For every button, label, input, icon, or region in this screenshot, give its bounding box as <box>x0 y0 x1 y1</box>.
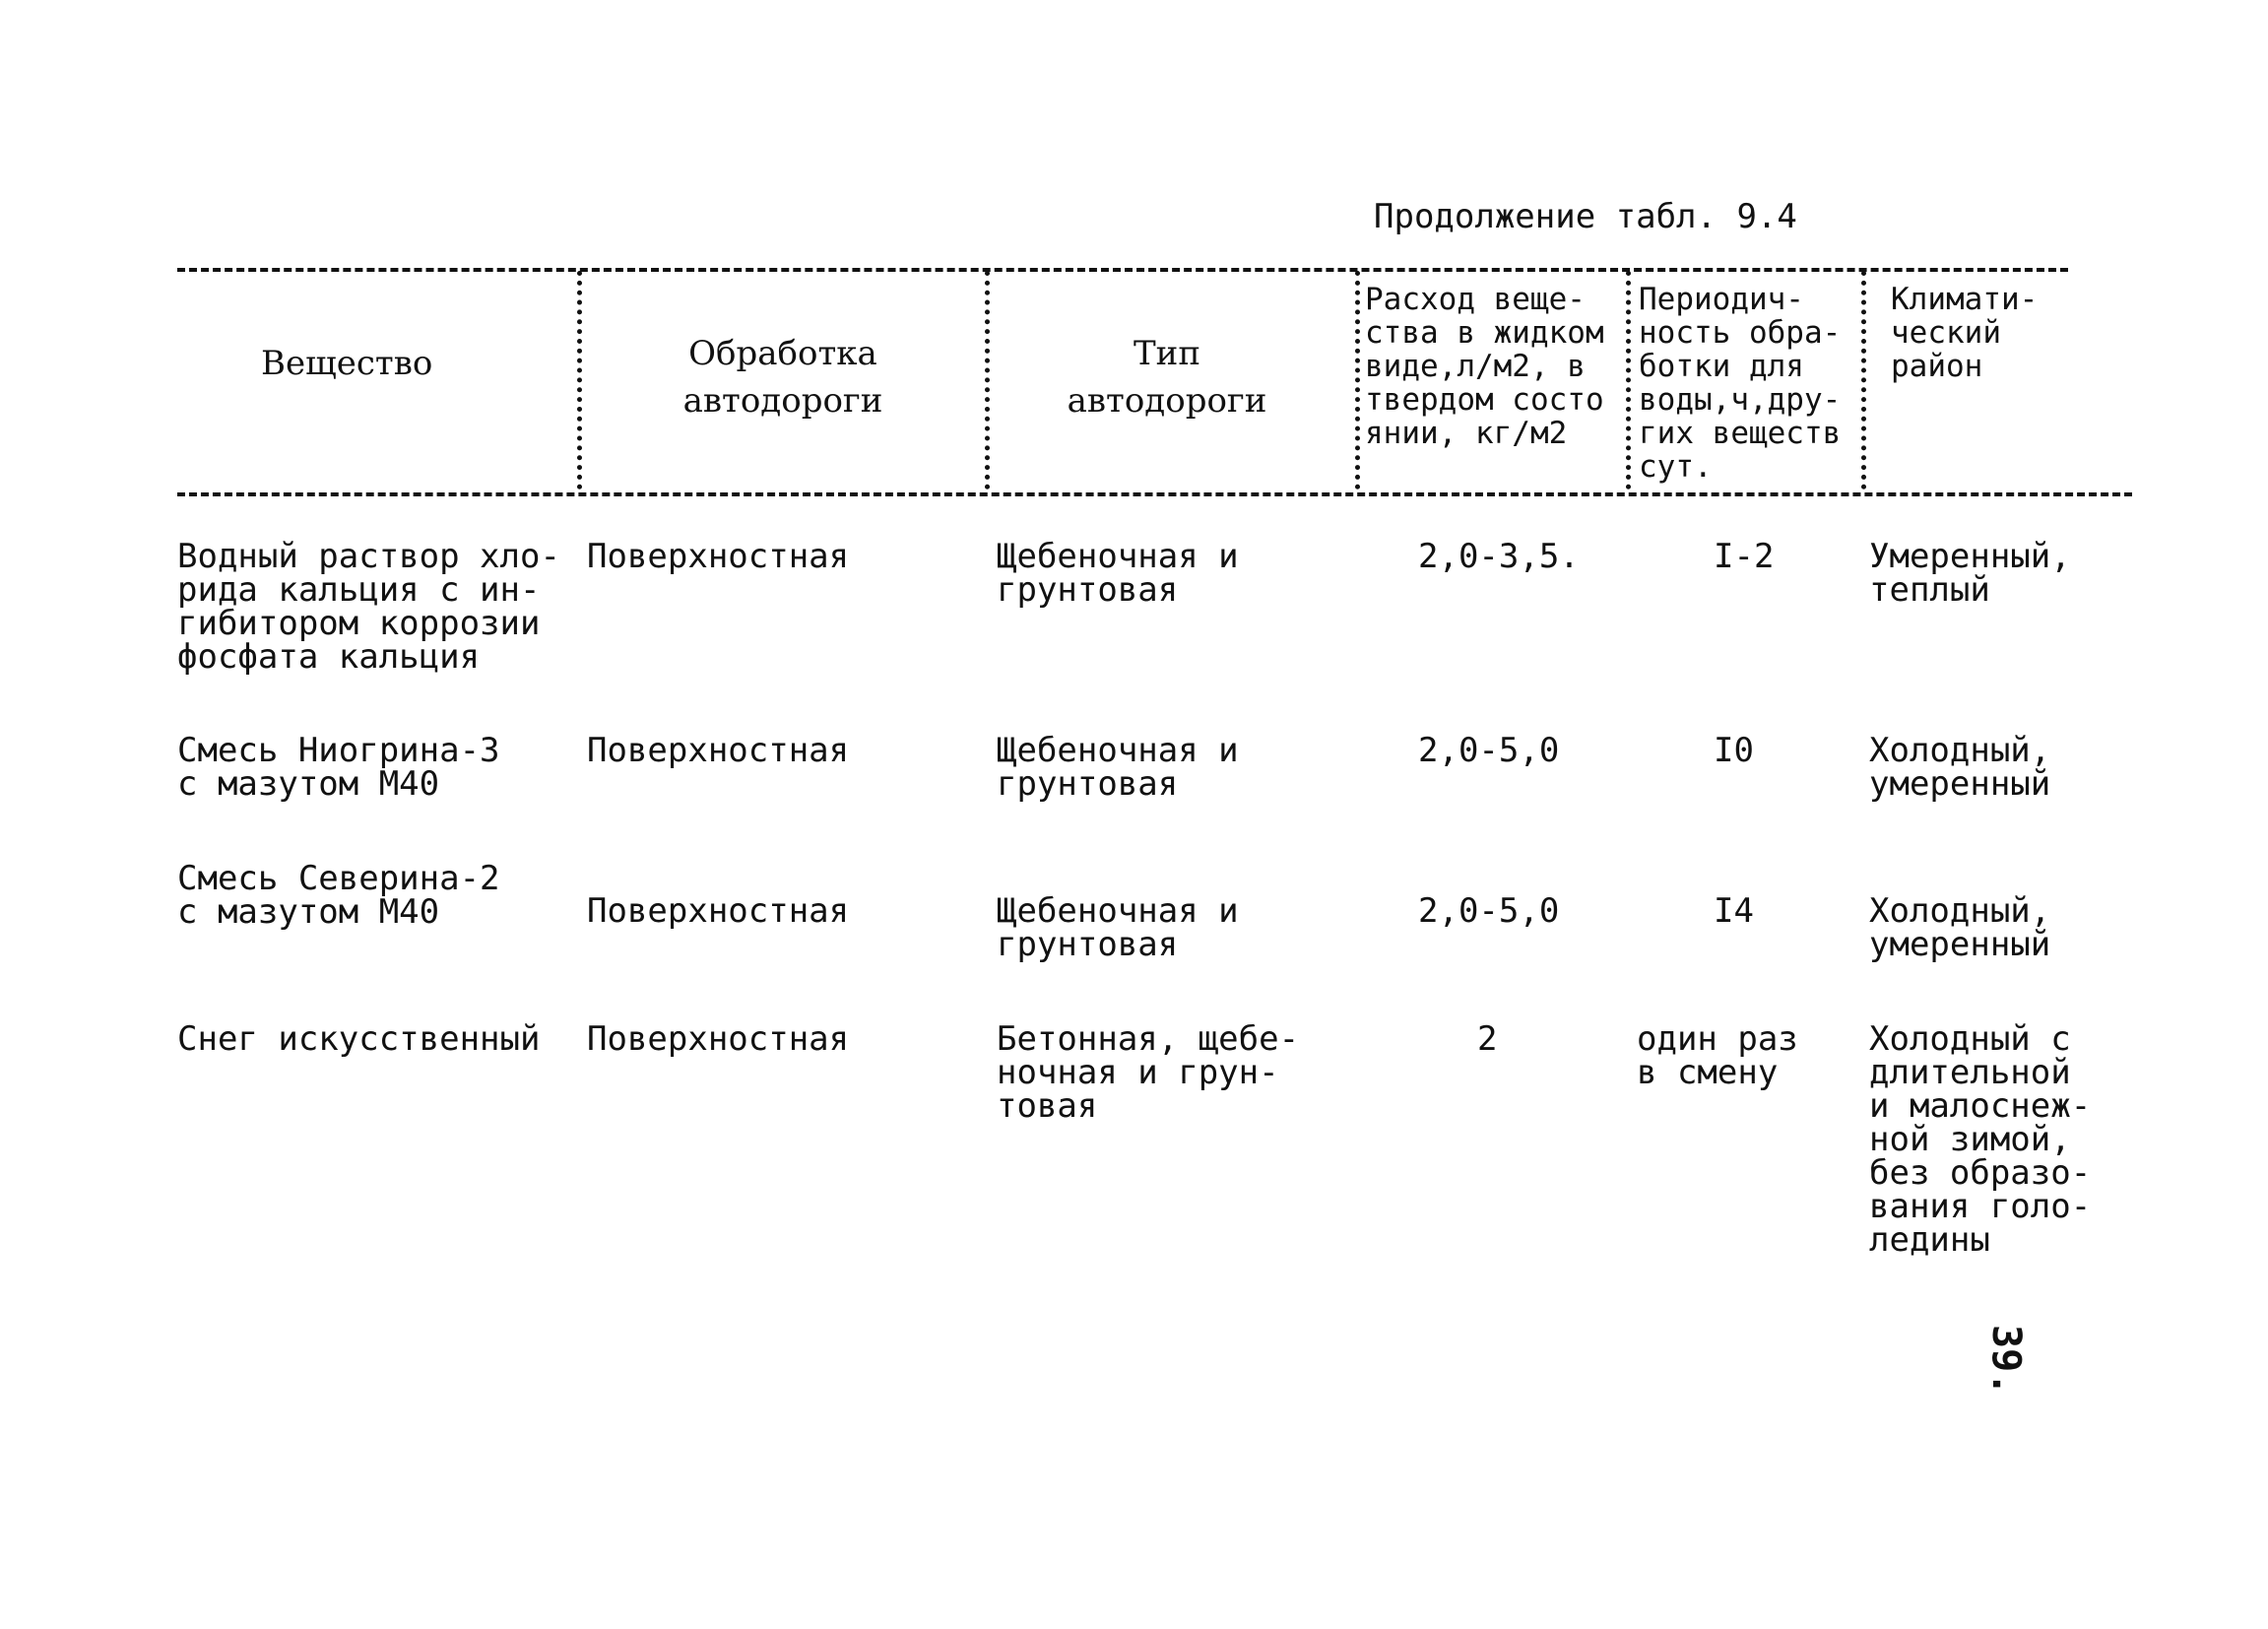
cell-treatment: Поверхностная <box>587 1019 850 1059</box>
cell-road-type: Щебеночная и грунтовая <box>997 891 1239 964</box>
cell-road-type: Щебеночная и грунтовая <box>997 537 1239 610</box>
cell-climate: Холодный, умеренный <box>1869 891 2051 964</box>
cell-road-type: Бетонная, щебе- ночная и грун- товая <box>997 1019 1300 1126</box>
header-road-type: Тип автодороги <box>1067 334 1267 421</box>
cell-treatment: Поверхностная <box>587 537 850 576</box>
cell-periodicity: I-2 <box>1714 537 1775 576</box>
table-caption: Продолжение табл. 9.4 <box>1374 197 1797 236</box>
page-number: 39. <box>1983 1325 2029 1397</box>
column-divider-3 <box>1355 271 1360 489</box>
column-divider-5 <box>1861 271 1866 489</box>
cell-substance: Смесь Северина-2 с мазутом М40 <box>177 859 500 932</box>
column-divider-1 <box>577 271 582 489</box>
header-periodicity: Периодич- ность обра- ботки для воды,ч,дру- гих веществ сут. <box>1639 282 1842 485</box>
cell-periodicity: I4 <box>1714 891 1754 931</box>
header-treatment: Обработка автодороги <box>682 334 883 421</box>
cell-consumption: 2,0-3,5. <box>1418 537 1580 576</box>
column-divider-4 <box>1626 271 1631 489</box>
cell-substance: Водный раствор хло- рида кальция с ин- гибитором коррозии фосфата кальция <box>177 537 560 677</box>
header-bottom-rule <box>177 492 2132 496</box>
cell-periodicity: I0 <box>1714 731 1754 770</box>
header-consumption: Расход веще- ства в жидком виде,л/м2, в твердом состо янии, кг/м2 <box>1365 282 1604 451</box>
cell-periodicity: один раз в смену <box>1637 1019 1798 1092</box>
cell-climate: Холодный, умеренный <box>1869 731 2051 804</box>
cell-consumption: 2,0-5,0 <box>1418 891 1560 931</box>
cell-substance: Смесь Ниогрина-3 с мазутом М40 <box>177 731 500 804</box>
cell-consumption: 2 <box>1477 1019 1498 1059</box>
cell-treatment: Поверхностная <box>587 731 850 770</box>
cell-climate: Умеренный, теплый <box>1869 537 2071 610</box>
header-substance: Вещество <box>261 344 433 383</box>
cell-road-type: Щебеночная и грунтовая <box>997 731 1239 804</box>
cell-consumption: 2,0-5,0 <box>1418 731 1560 770</box>
header-climate: Климати- ческий район <box>1891 282 2039 384</box>
cell-climate: Холодный с длительной и малоснеж- ной зимой, без образо- вания голо- ледины <box>1869 1019 2092 1260</box>
cell-substance: Снег искусственный <box>177 1019 541 1059</box>
header-top-rule <box>177 268 2068 272</box>
cell-treatment: Поверхностная <box>587 891 850 931</box>
column-divider-2 <box>985 271 990 489</box>
